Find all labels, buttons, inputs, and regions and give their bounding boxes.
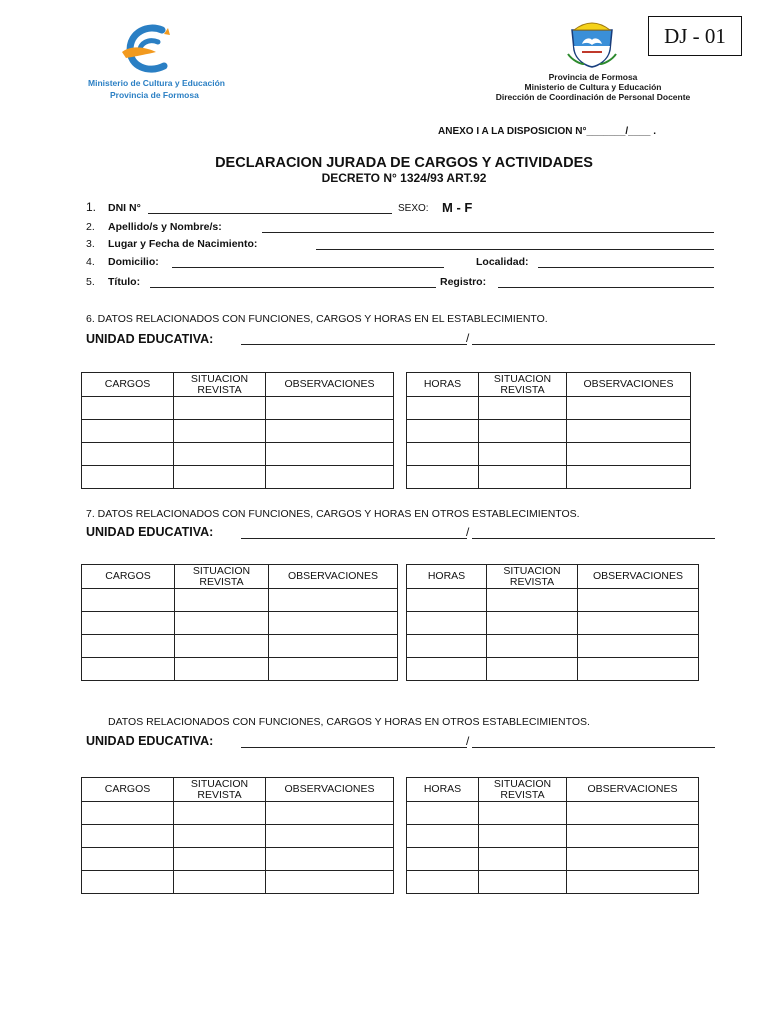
table-cell[interactable] bbox=[567, 848, 699, 871]
table-cell[interactable] bbox=[266, 443, 394, 466]
table-cargos-8 bbox=[81, 777, 394, 894]
table-cell[interactable] bbox=[175, 635, 269, 658]
table-row bbox=[407, 871, 699, 894]
localidad-label: Localidad: bbox=[476, 256, 529, 268]
table-cell[interactable] bbox=[82, 871, 174, 894]
table-cell[interactable] bbox=[407, 635, 487, 658]
table-cell[interactable] bbox=[266, 420, 394, 443]
table-cell[interactable] bbox=[578, 589, 699, 612]
table-horas-7 bbox=[406, 564, 699, 681]
section-6-title: 6. DATOS RELACIONADOS CON FUNCIONES, CARGOS Y HORAS EN EL ESTABLECIMIENTO. bbox=[86, 313, 548, 325]
table-row bbox=[82, 658, 398, 681]
table-cell[interactable] bbox=[407, 871, 479, 894]
col-header-situacion: SITUACION REVISTA bbox=[174, 778, 266, 802]
field-number: 1. bbox=[86, 200, 97, 214]
col-header-cargos: CARGOS bbox=[82, 373, 174, 397]
document-code: DJ - 01 bbox=[648, 16, 742, 56]
table-row bbox=[407, 397, 691, 420]
table-cell[interactable] bbox=[407, 466, 479, 489]
field-number: 2. bbox=[86, 221, 95, 233]
table-cell[interactable] bbox=[578, 612, 699, 635]
table-cell[interactable] bbox=[174, 825, 266, 848]
table-cell[interactable] bbox=[407, 589, 487, 612]
ministry-name: Ministerio de Cultura y Educación bbox=[88, 78, 225, 88]
table-row bbox=[82, 848, 394, 871]
col-header-situacion: SITUACION REVISTA bbox=[175, 565, 269, 589]
table-cell[interactable] bbox=[487, 589, 578, 612]
field-row-apellido bbox=[86, 221, 716, 237]
section-7-title: 7. DATOS RELACIONADOS CON FUNCIONES, CARGOS Y HORAS EN OTROS ESTABLECIMIENTOS. bbox=[86, 508, 580, 520]
unidad-educativa-separator: / bbox=[466, 525, 470, 539]
sexo-options[interactable]: M - F bbox=[442, 200, 473, 215]
table-row bbox=[407, 825, 699, 848]
titulo-label: Título: bbox=[108, 276, 141, 288]
table-cell[interactable] bbox=[175, 589, 269, 612]
table-cell[interactable] bbox=[269, 658, 398, 681]
table-cargos-6 bbox=[81, 372, 394, 489]
table-row bbox=[82, 443, 394, 466]
table-cell[interactable] bbox=[266, 871, 394, 894]
table-cell[interactable] bbox=[82, 658, 175, 681]
table-row bbox=[82, 589, 398, 612]
unidad-educativa-input-1[interactable] bbox=[241, 344, 467, 345]
province-shield-icon bbox=[564, 20, 620, 68]
table-cell[interactable] bbox=[407, 658, 487, 681]
field-row-domicilio bbox=[86, 256, 716, 272]
apellido-label: Apellido/s y Nombre/s: bbox=[108, 221, 222, 233]
table-cell[interactable] bbox=[82, 466, 174, 489]
table-cell[interactable] bbox=[266, 848, 394, 871]
table-cell[interactable] bbox=[174, 443, 266, 466]
col-header-cargos: CARGOS bbox=[82, 565, 175, 589]
table-cell[interactable] bbox=[82, 635, 175, 658]
table-row bbox=[82, 825, 394, 848]
province-direction: Dirección de Coordinación de Personal Docente bbox=[495, 92, 691, 102]
registro-input-line[interactable] bbox=[498, 287, 714, 288]
table-cell[interactable] bbox=[82, 825, 174, 848]
table-cell[interactable] bbox=[82, 443, 174, 466]
table-cell[interactable] bbox=[479, 848, 567, 871]
province-name: Provincia de Formosa bbox=[548, 72, 638, 82]
titulo-input-line[interactable] bbox=[150, 287, 436, 288]
col-header-observaciones: OBSERVACIONES bbox=[567, 778, 699, 802]
table-row bbox=[407, 589, 699, 612]
table-row bbox=[407, 848, 699, 871]
table-cell[interactable] bbox=[174, 466, 266, 489]
table-cell[interactable] bbox=[82, 612, 175, 635]
col-header-horas: HORAS bbox=[407, 778, 479, 802]
table-cell[interactable] bbox=[82, 589, 175, 612]
table-row bbox=[407, 612, 699, 635]
lugar-label: Lugar y Fecha de Nacimiento: bbox=[108, 238, 258, 250]
ministry-logo bbox=[88, 22, 250, 100]
table-horas-8 bbox=[406, 777, 699, 894]
dni-input-line[interactable] bbox=[148, 213, 392, 214]
col-header-situacion: SITUACION REVISTA bbox=[479, 778, 567, 802]
col-header-situacion: SITUACION REVISTA bbox=[487, 565, 578, 589]
table-cell[interactable] bbox=[567, 825, 699, 848]
table-row bbox=[82, 420, 394, 443]
ministry-province: Provincia de Formosa bbox=[110, 90, 199, 100]
table-cell[interactable] bbox=[407, 802, 479, 825]
table-cell[interactable] bbox=[407, 443, 479, 466]
unidad-educativa-input-1[interactable] bbox=[241, 538, 467, 539]
table-cell[interactable] bbox=[82, 397, 174, 420]
table-cell[interactable] bbox=[174, 871, 266, 894]
table-row bbox=[407, 443, 691, 466]
unidad-educativa-input-2[interactable] bbox=[472, 538, 715, 539]
unidad-educativa-input-2[interactable] bbox=[472, 747, 715, 748]
table-cell[interactable] bbox=[407, 612, 487, 635]
unidad-educativa-label: UNIDAD EDUCATIVA: bbox=[86, 332, 214, 346]
unidad-educativa-separator: / bbox=[466, 734, 470, 748]
document-subtitle: DECRETO N° 1324/93 ART.92 bbox=[321, 171, 487, 185]
document-title: DECLARACION JURADA DE CARGOS Y ACTIVIDADES bbox=[215, 155, 593, 171]
col-header-observaciones: OBSERVACIONES bbox=[266, 778, 394, 802]
domicilio-input-line[interactable] bbox=[172, 267, 444, 268]
anexo-line: ANEXO I A LA DISPOSICION N°_______/____ . bbox=[438, 126, 656, 137]
table-row bbox=[407, 635, 699, 658]
col-header-cargos: CARGOS bbox=[82, 778, 174, 802]
table-cargos-7 bbox=[81, 564, 398, 681]
table-row bbox=[407, 466, 691, 489]
field-number: 3. bbox=[86, 238, 95, 250]
table-row bbox=[82, 466, 394, 489]
table-cell[interactable] bbox=[174, 397, 266, 420]
table-cell[interactable] bbox=[479, 802, 567, 825]
table-row bbox=[82, 802, 394, 825]
unidad-educativa-separator: / bbox=[466, 331, 470, 345]
table-cell[interactable] bbox=[487, 658, 578, 681]
col-header-observaciones: OBSERVACIONES bbox=[578, 565, 699, 589]
table-cell[interactable] bbox=[567, 397, 691, 420]
table-cell[interactable] bbox=[578, 658, 699, 681]
lugar-input-line[interactable] bbox=[316, 249, 714, 250]
table-row bbox=[82, 871, 394, 894]
table-horas-6 bbox=[406, 372, 691, 489]
table-cell[interactable] bbox=[567, 871, 699, 894]
table-cell[interactable] bbox=[479, 466, 567, 489]
table-cell[interactable] bbox=[479, 871, 567, 894]
col-header-situacion: SITUACION REVISTA bbox=[174, 373, 266, 397]
col-header-observaciones: OBSERVACIONES bbox=[567, 373, 691, 397]
table-cell[interactable] bbox=[266, 802, 394, 825]
field-number: 4. bbox=[86, 256, 95, 268]
table-cell[interactable] bbox=[479, 825, 567, 848]
localidad-input-line[interactable] bbox=[538, 267, 714, 268]
table-cell[interactable] bbox=[175, 612, 269, 635]
table-cell[interactable] bbox=[266, 825, 394, 848]
sexo-label: SEXO: bbox=[398, 203, 429, 214]
unidad-educativa-label: UNIDAD EDUCATIVA: bbox=[86, 734, 214, 748]
apellido-input-line[interactable] bbox=[262, 232, 714, 233]
field-number: 5. bbox=[86, 276, 95, 288]
table-cell[interactable] bbox=[487, 635, 578, 658]
table-cell[interactable] bbox=[567, 466, 691, 489]
table-cell[interactable] bbox=[82, 848, 174, 871]
col-header-observaciones: OBSERVACIONES bbox=[269, 565, 398, 589]
table-row bbox=[82, 612, 398, 635]
table-cell[interactable] bbox=[266, 397, 394, 420]
table-row bbox=[82, 635, 398, 658]
col-header-observaciones: OBSERVACIONES bbox=[266, 373, 394, 397]
table-cell[interactable] bbox=[567, 420, 691, 443]
table-cell[interactable] bbox=[479, 397, 567, 420]
field-row-titulo bbox=[86, 276, 716, 292]
table-row bbox=[407, 658, 699, 681]
table-cell[interactable] bbox=[82, 802, 174, 825]
table-cell[interactable] bbox=[269, 612, 398, 635]
table-row bbox=[407, 802, 699, 825]
table-cell[interactable] bbox=[479, 443, 567, 466]
registro-label: Registro: bbox=[440, 276, 487, 288]
table-cell[interactable] bbox=[407, 825, 479, 848]
unidad-educativa-input-2[interactable] bbox=[472, 344, 715, 345]
field-row-lugar bbox=[86, 238, 716, 254]
table-cell[interactable] bbox=[578, 635, 699, 658]
table-row bbox=[82, 397, 394, 420]
table-cell[interactable] bbox=[174, 802, 266, 825]
table-cell[interactable] bbox=[407, 848, 479, 871]
table-cell[interactable] bbox=[269, 635, 398, 658]
table-cell[interactable] bbox=[567, 802, 699, 825]
table-cell[interactable] bbox=[479, 420, 567, 443]
dni-label: DNI N° bbox=[108, 202, 141, 214]
table-cell[interactable] bbox=[407, 397, 479, 420]
unidad-educativa-input-1[interactable] bbox=[241, 747, 467, 748]
col-header-horas: HORAS bbox=[407, 565, 487, 589]
col-header-horas: HORAS bbox=[407, 373, 479, 397]
table-cell[interactable] bbox=[266, 466, 394, 489]
table-cell[interactable] bbox=[174, 420, 266, 443]
table-cell[interactable] bbox=[174, 848, 266, 871]
table-cell[interactable] bbox=[82, 420, 174, 443]
province-ministry: Ministerio de Cultura y Educación bbox=[524, 82, 662, 92]
table-cell[interactable] bbox=[407, 420, 479, 443]
unidad-educativa-label: UNIDAD EDUCATIVA: bbox=[86, 525, 214, 539]
field-row-dni bbox=[86, 202, 716, 218]
table-cell[interactable] bbox=[567, 443, 691, 466]
table-row bbox=[407, 420, 691, 443]
ministry-emblem-icon bbox=[118, 22, 182, 78]
table-cell[interactable] bbox=[487, 612, 578, 635]
table-cell[interactable] bbox=[175, 658, 269, 681]
section-8-title: DATOS RELACIONADOS CON FUNCIONES, CARGOS Y HORAS EN OTROS ESTABLECIMIENTOS. bbox=[108, 716, 590, 728]
table-cell[interactable] bbox=[269, 589, 398, 612]
domicilio-label: Domicilio: bbox=[108, 256, 159, 268]
col-header-situacion: SITUACION REVISTA bbox=[479, 373, 567, 397]
